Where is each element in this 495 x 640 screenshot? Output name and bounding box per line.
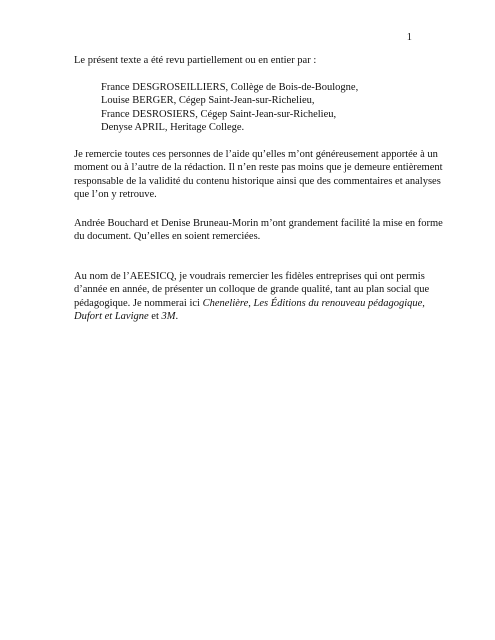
paragraph-line: Au nom de l’AEESICQ, je voudrais remercier les fidèles entreprises qui ont permis — [74, 271, 425, 282]
intro-paragraph — [74, 54, 420, 67]
reviewer-line: Denyse APRIL, Heritage College. — [101, 121, 245, 133]
page-number: 1 — [406, 32, 412, 43]
sponsor-name: Les Éditions du renouveau pédagogique — [253, 297, 423, 309]
paragraph-line: que l’on y retrouve. — [74, 188, 157, 200]
sponsor-name: Chenelière — [202, 297, 249, 309]
paragraph-line: moment ou à l’autre de la rédaction. Il n’en reste pas moins que je demeure entièrement — [74, 162, 443, 174]
paragraph-line — [74, 310, 420, 323]
separator-text: , — [422, 297, 425, 309]
thanks-paragraph — [74, 148, 443, 201]
reviewer-line: France DESGROSEILLIERS, Collège de Bois-de-Boulogne, — [101, 82, 359, 93]
sponsor-name: 3M — [161, 310, 176, 322]
separator-text: , — [248, 297, 254, 309]
paragraph-line: Je remercie toutes ces personnes de l’aide qu’elles m’ont généreusement apportée à un — [74, 149, 438, 160]
paragraph-line: d’année en année, de présenter un colloque de grande qualité, tant au plan social que — [74, 284, 430, 296]
sponsors-paragraph — [74, 270, 430, 323]
sponsors-intro-text: pédagogique. Je nommerai ici — [74, 297, 203, 309]
reviewers-list — [101, 81, 358, 134]
sentence-end: . — [175, 310, 179, 322]
paragraph-line — [74, 297, 425, 310]
separator-text: et — [148, 310, 162, 322]
reviewer-line: Louise BERGER, Cégep Saint-Jean-sur-Richelieu, — [101, 95, 315, 107]
intro-line: Le présent texte a été revu partiellement ou en entier par : — [74, 55, 317, 66]
paragraph-line: Andrée Bouchard et Denise Bruneau-Morin m’ont grandement facilité la mise en forme — [74, 218, 443, 229]
sponsor-name: Dufort et Lavigne — [74, 310, 149, 322]
paragraph-line: du document. Qu’elles en soient remerciées. — [74, 231, 261, 243]
formatting-thanks-paragraph — [74, 217, 443, 244]
paragraph-line: responsable de la validité du contenu historique ainsi que des commentaires et analyses — [74, 175, 441, 187]
reviewer-line: France DESROSIERS, Cégep Saint-Jean-sur-Richelieu, — [101, 108, 337, 120]
